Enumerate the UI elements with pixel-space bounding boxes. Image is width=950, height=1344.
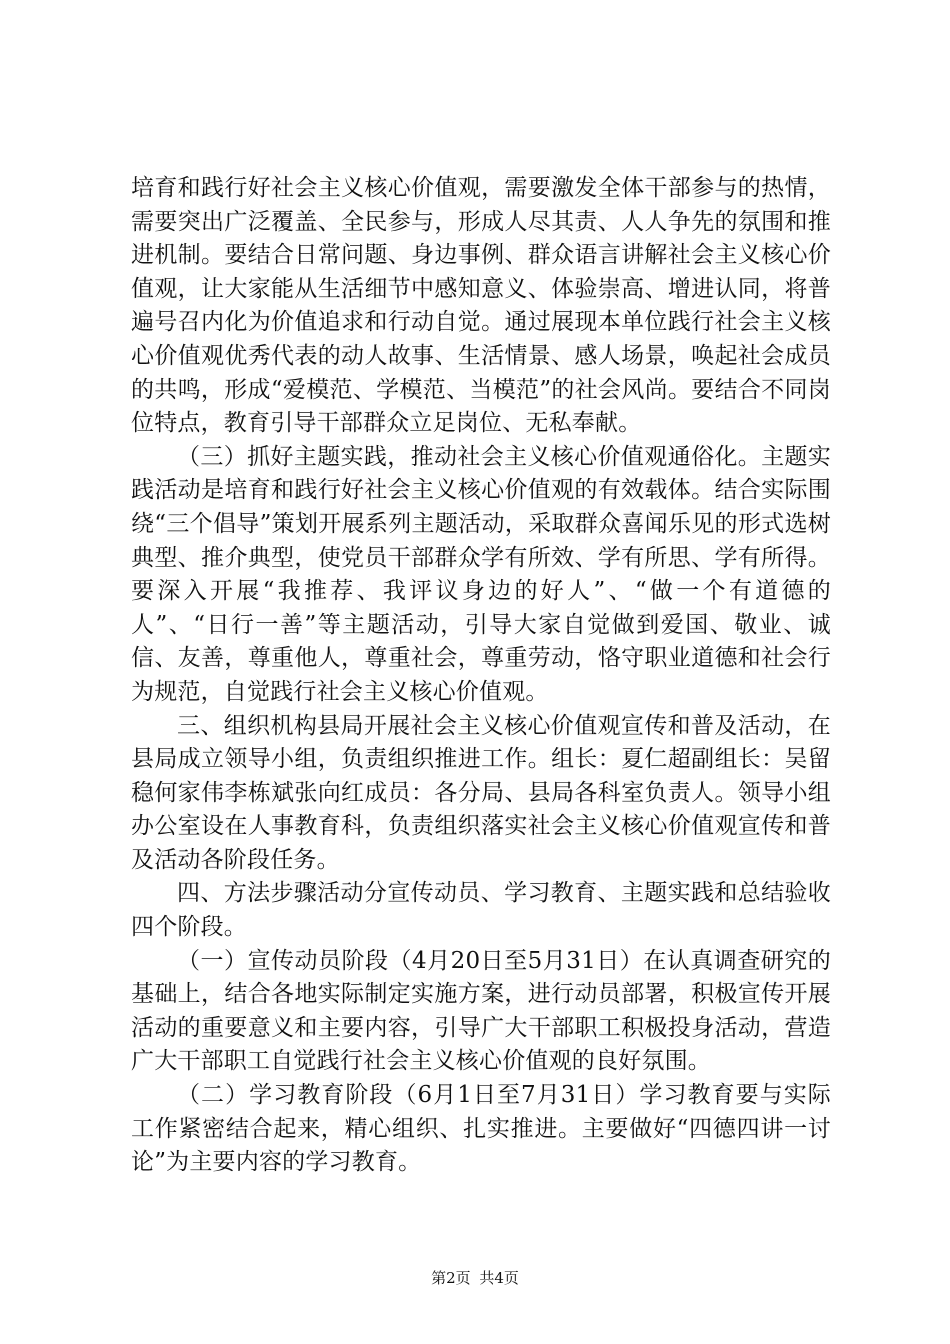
paragraph-5: （一）宣传动员阶段（4月20日至5月31日）在认真调查研究的基础上，结合各地实际制定实施方案，进行动员部署，积极宣传开展活动的重要意义和主要内容，引导广大干部职工积极投身活动，营造广大干部职工自觉践行社会主义核心价值观的良好氛围。 [131, 947, 831, 1075]
page-footer [0, 1268, 950, 1288]
page-total: 共4页 [479, 1269, 519, 1287]
paragraph-3: 三、组织机构县局开展社会主义核心价值观宣传和普及活动，在县局成立领导小组，负责组织推进工作。组长：夏仁超副组长：吴留稳何家伟李栋斌张向红成员：各分局、县局各科室负责人。领导小组办公室设在人事教育科，负责组织落实社会主义核心价值观宣传和普及活动各阶段任务。 [131, 712, 831, 873]
paragraph-2: （三）抓好主题实践，推动社会主义核心价值观通俗化。主题实践活动是培育和践行好社会主义核心价值观的有效载体。结合实际围绕“三个倡导”策划开展系列主题活动，采取群众喜闻乐见的形式选树典型、推介典型，使党员干部群众学有所效、学有所思、学有所得。要深入开展“我推荐、我评议身边的好人”、“做一个有道德的人”、“日行一善”等主题活动，引导大家自觉做到爱国、敬业、诚信、友善，尊重他人，尊重社会，尊重劳动，恪守职业道德和社会行为规范，自觉践行社会主义核心价值观。 [131, 443, 831, 705]
paragraph-6: （二）学习教育阶段（6月1日至7月31日）学习教育要与实际工作紧密结合起来，精心组织、扎实推进。主要做好“四德四讲一讨论”为主要内容的学习教育。 [131, 1082, 831, 1176]
paragraph-1: 培育和践行好社会主义核心价值观，需要激发全体干部参与的热情，需要突出广泛覆盖、全民参与，形成人尽其责、人人争先的氛围和推进机制。要结合日常问题、身边事例、群众语言讲解社会主义核心价值观，让大家能从生活细节中感知意义、体验崇高、增进认同，将普遍号召内化为价值追求和行动自觉。通过展现本单位践行社会主义核心价值观优秀代表的动人故事、生活情景、感人场景，唤起社会成员的共鸣，形成“爱模范、学模范、当模范”的社会风尚。要结合不同岗位特点，教育引导干部群众立足岗位、无私奉献。 [131, 175, 831, 437]
page-number: 第2页 [431, 1269, 471, 1287]
document-body [131, 172, 831, 1180]
paragraph-4: 四、方法步骤活动分宣传动员、学习教育、主题实践和总结验收四个阶段。 [131, 880, 831, 941]
